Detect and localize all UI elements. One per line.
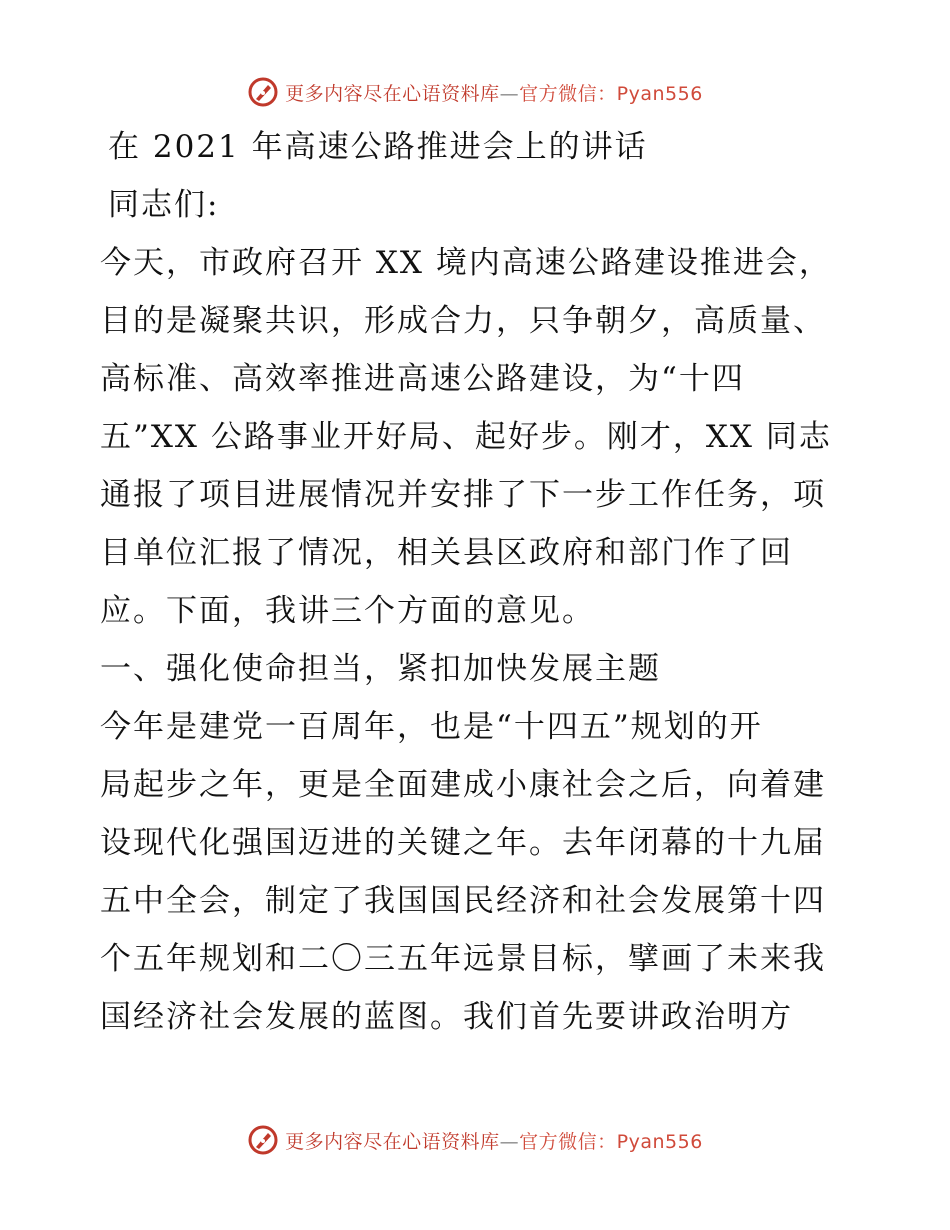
- paragraph-line: 高标准、高效率推进高速公路建设，为“十四: [100, 361, 745, 397]
- paragraph-line: 通报了项目进展情况并安排了下一步工作任务，项: [100, 477, 826, 513]
- watermark-wechat: 官方微信：Pyan556: [519, 1130, 703, 1153]
- paragraph-line: 五”XX 公路事业开好局、起好步。刚才，XX 同志: [100, 419, 832, 455]
- document-title: 在 2021 年高速公路推进会上的讲话: [108, 129, 648, 165]
- watermark-text: [285, 79, 703, 106]
- watermark-footer: [0, 1120, 950, 1160]
- document-body: [100, 118, 860, 1046]
- paragraph-line: 应。下面，我讲三个方面的意见。: [100, 593, 595, 629]
- watermark-wechat: 官方微信：Pyan556: [519, 82, 703, 105]
- pen-logo-icon: [247, 76, 279, 108]
- greeting: 同志们:: [108, 187, 220, 223]
- paragraph-2: [100, 698, 860, 1046]
- watermark-header: [0, 72, 950, 112]
- watermark-dash: —: [499, 1130, 520, 1153]
- paragraph-line: 今年是建党一百周年，也是“十四五”规划的开: [100, 709, 763, 745]
- paragraph-line: 国经济社会发展的蓝图。我们首先要讲政治明方: [100, 999, 793, 1035]
- watermark-dash: —: [499, 82, 520, 105]
- paragraph-line: 目单位汇报了情况，相关县区政府和部门作了回: [100, 535, 793, 571]
- paragraph-line: 设现代化强国迈进的关键之年。去年闭幕的十九届: [100, 825, 826, 861]
- watermark-brand: 更多内容尽在心语资料库: [285, 82, 500, 105]
- pen-logo-icon: [247, 1124, 279, 1156]
- watermark-brand: 更多内容尽在心语资料库: [285, 1130, 500, 1153]
- paragraph-line: 局起步之年，更是全面建成小康社会之后，向着建: [100, 767, 826, 803]
- paragraph-line: 目的是凝聚共识，形成合力，只争朝夕，高质量、: [100, 303, 826, 339]
- section-heading-1: 一、强化使命担当，紧扣加快发展主题: [100, 651, 661, 687]
- paragraph-line: 今天，市政府召开 XX 境内高速公路建设推进会，: [100, 245, 832, 281]
- watermark-text: [285, 1127, 703, 1154]
- paragraph-line: 五中全会，制定了我国国民经济和社会发展第十四: [100, 883, 826, 919]
- paragraph-1: [100, 234, 860, 640]
- paragraph-line: 个五年规划和二〇三五年远景目标，擘画了未来我: [100, 941, 826, 977]
